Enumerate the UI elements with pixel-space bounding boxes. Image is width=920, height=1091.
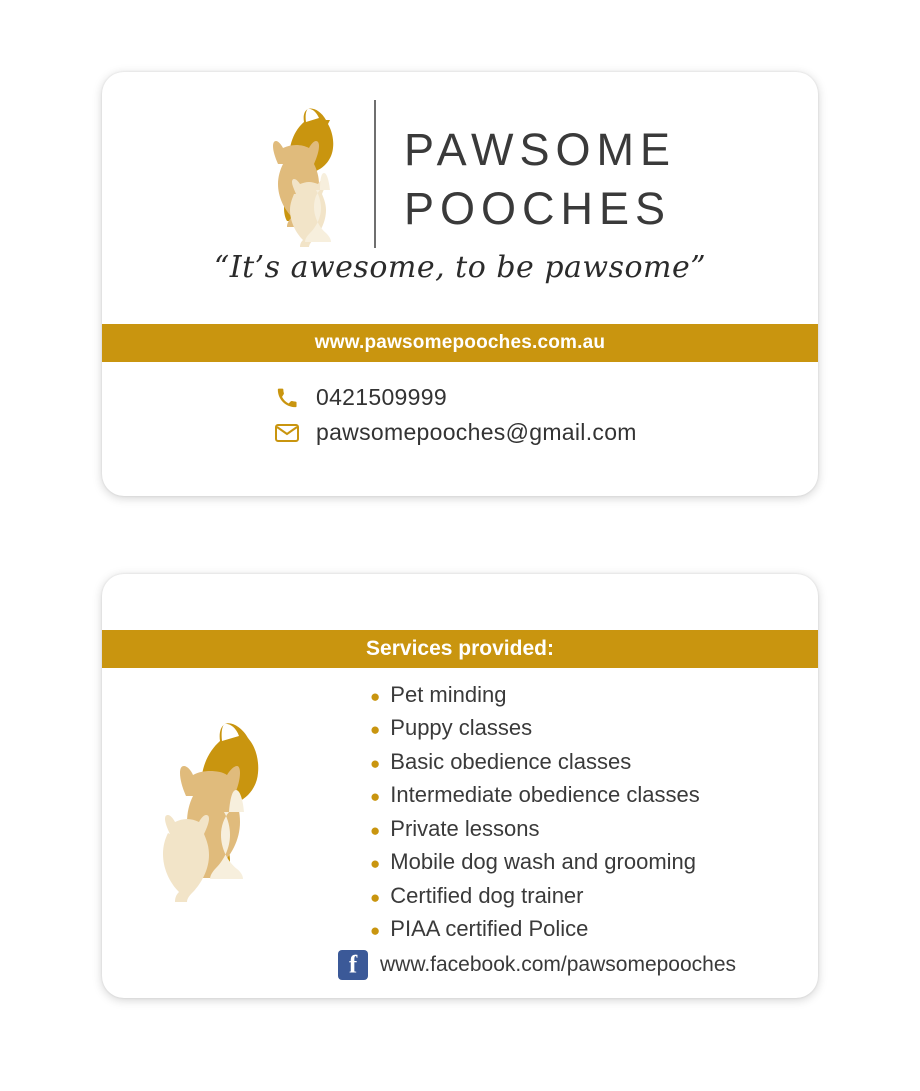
pets-logo-icon [234, 102, 384, 247]
service-label: Private lessons [390, 815, 540, 841]
email-row [102, 419, 818, 446]
service-label: Mobile dog wash and grooming [390, 849, 697, 875]
service-label: Puppy classes [390, 715, 533, 741]
list-item [370, 778, 700, 811]
bullet-icon: ● [370, 854, 381, 874]
services-header-band [102, 630, 818, 668]
services-list [370, 678, 700, 946]
brand-name-line1: PAWSOME [404, 124, 677, 175]
brand-tagline: “It’s awesome, to be pawsome” [213, 250, 707, 285]
list-item [370, 711, 700, 744]
bullet-icon: ● [370, 753, 381, 773]
bullet-icon: ● [370, 687, 381, 706]
facebook-row[interactable] [338, 950, 736, 980]
facebook-url[interactable]: www.facebook.com/pawsomepooches [380, 953, 737, 976]
bullet-icon: ● [370, 921, 381, 941]
services-title: Services provided: [366, 637, 554, 660]
logo-divider [374, 100, 376, 248]
phone-number[interactable]: 0421509999 [316, 384, 447, 410]
bullet-icon: ● [370, 787, 381, 807]
bullet-icon: ● [370, 820, 381, 840]
service-label: Pet minding [390, 682, 507, 707]
service-label: Intermediate obedience classes [390, 782, 700, 808]
list-item [370, 812, 700, 845]
brand-name-line2: POOCHES [404, 183, 672, 235]
phone-row [102, 384, 818, 411]
envelope-icon [272, 423, 302, 443]
brand-name [404, 120, 676, 239]
front-contact-block [102, 362, 818, 446]
service-label: PIAA certified Police [390, 916, 589, 942]
website-text: www.pawsomepooches.com.au [314, 332, 606, 353]
email-address[interactable]: pawsomepooches@gmail.com [316, 419, 637, 445]
facebook-icon[interactable] [338, 950, 368, 980]
bullet-icon: ● [370, 887, 381, 907]
list-item [370, 745, 700, 778]
phone-icon [272, 387, 302, 409]
business-card-back [102, 574, 818, 998]
front-header [102, 72, 818, 324]
list-item [370, 678, 700, 711]
bullet-icon: ● [370, 720, 381, 740]
website-band [102, 324, 818, 362]
service-label: Basic obedience classes [390, 748, 632, 774]
list-item [370, 879, 700, 912]
pets-logo-icon-back [130, 716, 320, 906]
service-label: Certified dog trainer [390, 882, 584, 908]
list-item [370, 912, 700, 945]
business-card-front [102, 72, 818, 496]
list-item [370, 845, 700, 878]
